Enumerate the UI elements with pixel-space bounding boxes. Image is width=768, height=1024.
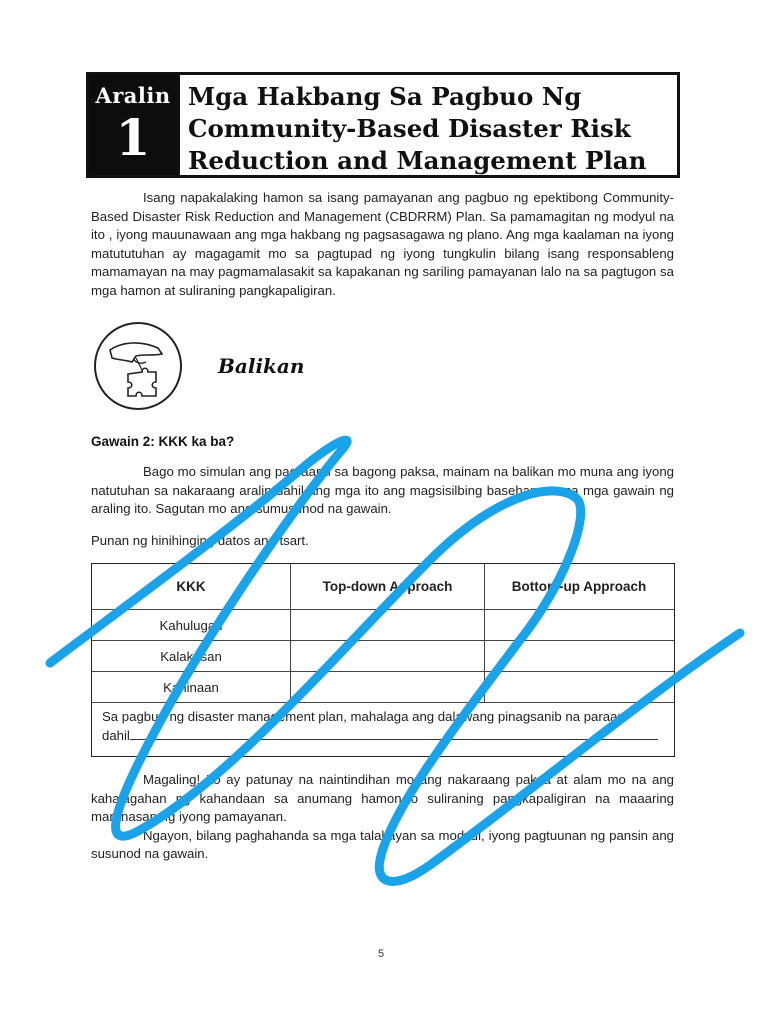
kkk-table (91, 563, 675, 757)
intro-paragraph (91, 189, 674, 301)
activity-paragraph (91, 463, 674, 519)
note-line: Sa pagbuo ng disaster management plan, mahalaga ang dalawang pinagsanib na paraan (102, 709, 625, 724)
lesson-number-block (89, 75, 177, 175)
closing-text-2: Ngayon, bilang paghahanda sa mga talakayan sa modyul, iyong pagtuunan ng pansin ang susunod na gawain. (91, 827, 674, 862)
hand-puzzle-icon (92, 320, 184, 412)
activity-instruction: Punan ng hinihinging datos ang tsart. (91, 533, 309, 548)
note-dahil: dahil (102, 728, 130, 743)
lesson-title-line: Mga Hakbang Sa Pagbuo Ng (188, 82, 582, 111)
closing-paragraph (91, 771, 674, 864)
table-header-cell: Top-down Approach (291, 564, 485, 609)
page-number: 5 (378, 948, 385, 960)
activity-title: Gawain 2: KKK ka ba? (91, 434, 235, 449)
closing-text: Magaling! Ito ay patunay na naintindihan mo ang nakaraang paksa at alam mo na ang kahalagahan ng kahandaan sa anumang hamon o suliraning pangkapaligiran na maaaring maranasan ng iyong pamayanan. (91, 772, 674, 825)
table-row (92, 672, 674, 703)
table-header-row (92, 564, 674, 610)
answer-cell[interactable] (485, 641, 673, 671)
answer-cell[interactable] (485, 672, 673, 702)
table-row (92, 610, 674, 641)
row-label: Kahinaan (92, 672, 291, 702)
intro-text: Isang napakalaking hamon sa isang pamayanan ang pagbuo ng epektibong Community-Based Disaster Risk Reduction and Management (CBDRRM) Plan. Sa pamamagitan ng modyul na ito , iyong mauunawaan ang mga hakbang ng pagsasagawa ng plano. Ang mga kaalaman na iyong matututuhan ay magagamit mo sa pagtupad ng iyong tungkulin bilang isang responsableng mamamayan na may pagmamalasakit sa kapakanan ng sariling pamayanan lalo na sa pagtugon sa mga hamon at suliraning pangkapaligiran. (91, 190, 674, 298)
table-row (92, 641, 674, 672)
answer-cell[interactable] (291, 610, 485, 640)
lesson-title (177, 75, 677, 175)
lesson-number: 1 (115, 108, 151, 167)
table-note (92, 703, 674, 750)
table-header-cell: KKK (92, 564, 291, 609)
lesson-title-line: Reduction and Management Plan (188, 146, 647, 175)
note-answer-line[interactable] (102, 726, 664, 745)
section-title: Balikan (218, 354, 305, 378)
activity-text: Bago mo simulan ang pag-aaral sa bagong paksa, mainam na balikan mo muna ang iyong natutuhan sa nakaraang aralin dahil ang mga ito ang magsisilbing basehan mo sa mga gawain ng araling ito. Sagutan mo ang sumusunod na gawain. (91, 464, 674, 517)
lesson-title-line: Community-Based Disaster Risk (188, 114, 631, 143)
lesson-header (86, 72, 680, 178)
answer-cell[interactable] (291, 641, 485, 671)
answer-cell[interactable] (485, 610, 673, 640)
table-header-cell: Bottom-up Approach (511, 579, 647, 594)
answer-cell[interactable] (291, 672, 485, 702)
blank-line[interactable] (130, 726, 658, 740)
row-label: Kalakasan (92, 641, 291, 671)
lesson-label: Aralin (95, 83, 171, 108)
row-label: Kahulugan (92, 610, 291, 640)
